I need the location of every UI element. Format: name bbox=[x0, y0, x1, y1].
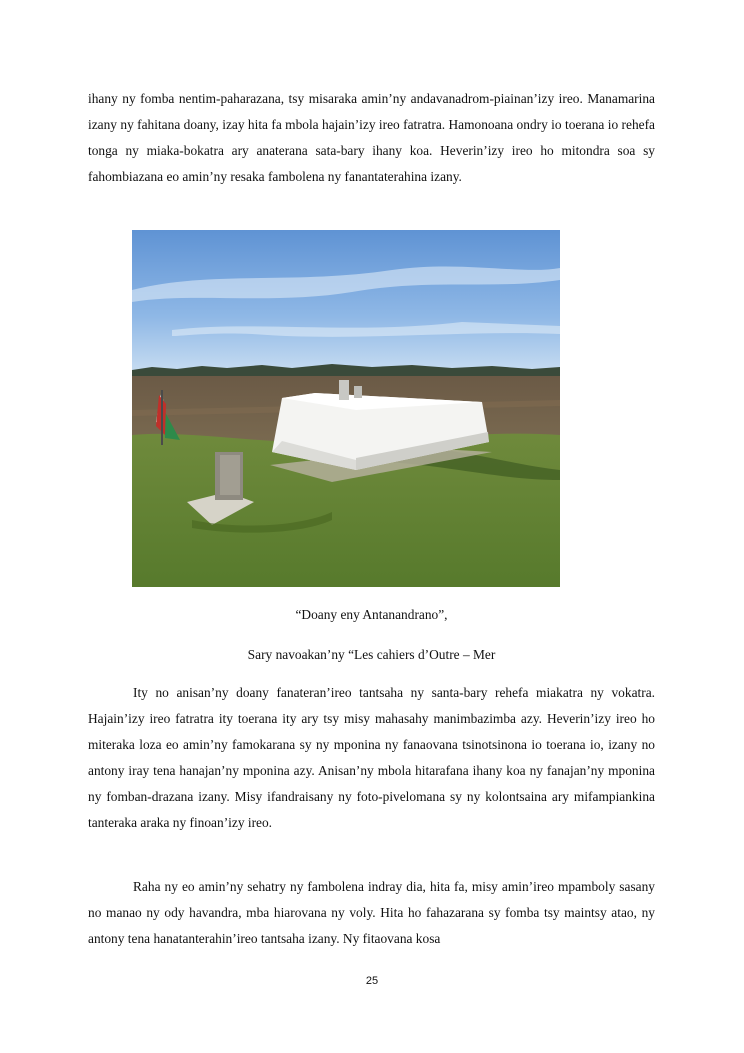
doany-photo bbox=[132, 230, 560, 587]
paragraph-1: ihany ny fomba nentim-paharazana, tsy misaraka amin’ny andavanadrom-piainan’izy ireo. Manamarina izany ny fahitana doany, izay hita fa mbola hajain’izy ireo fatratra. Hamonoana ondry io toerana io rehefa tonga ny miaka-bokatra ary anaterana sata-bary ihany koa. Heverin’izy ireo ho mitondra soa sy fahombiazana eo amin’ny resaka fambolena ny fanantaterahina izany. bbox=[88, 91, 655, 184]
paragraph-3: Raha ny eo amin’ny sehatry ny fambolena indray dia, hita fa, misy amin’ireo mpamboly sasany no manao ny ody havandra, mba hiarovana ny voly. Hita ho fahazarana sy fomba tsy maintsy atao, ny antony tena hanatanterahin’ireo tantsaha izany. Ny fitaovana kosa bbox=[88, 879, 655, 946]
figure-caption-title: “Doany eny Antanandrano”, bbox=[295, 607, 448, 622]
figure-caption-source: Sary navoakan’ny “Les cahiers d’Outre – Mer bbox=[247, 647, 496, 662]
paragraph-2: Ity no anisan’ny doany fanateran’ireo tantsaha ny santa-bary rehefa miakatra ny vokatra. Hajain’izy ireo fatratra ity toerana ity ary tsy misy mahasahy manimbazimba azy. Heverin’izy ireo ho miteraka loza eo amin’ny famokarana sy ny mponina ny fanaovana tsinotsinona io toerana io, izany no antony iray tena hanajan’ny mponina azy. Anisan’ny mbola hitarafana ihany koa ny fanajan’ny mponina ny fomban-drazana izany. Misy ifandraisany ny foto-pivelomana sy ny kolontsaina ary mifampiankina tanteraka araka ny finoan’izy ireo. bbox=[88, 685, 655, 830]
page-number: 25 bbox=[365, 975, 379, 987]
